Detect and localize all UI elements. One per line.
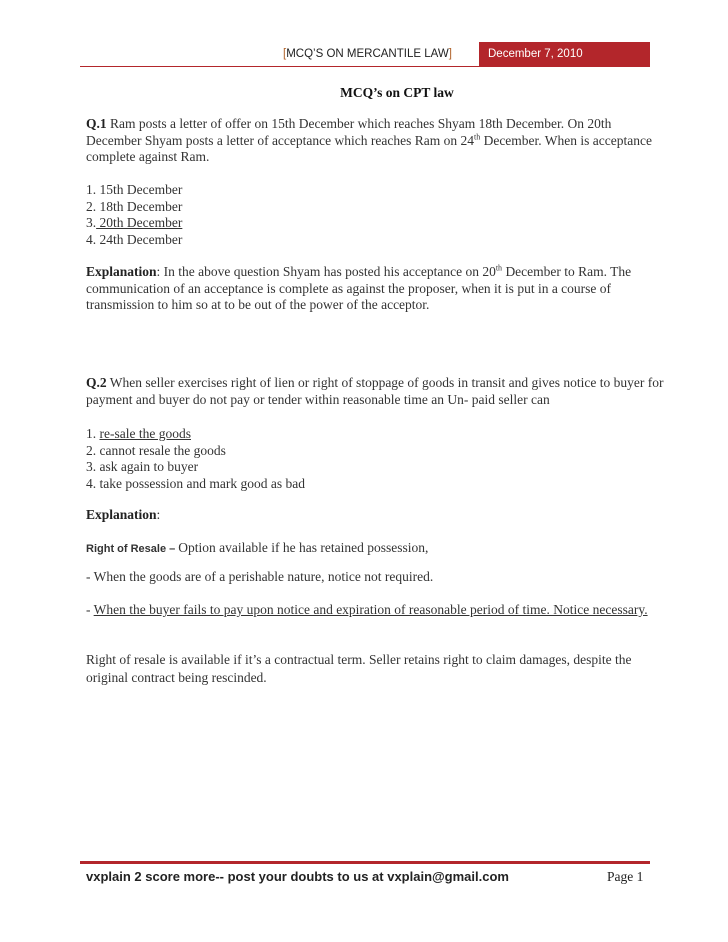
option: 4. take possession and mark good as bad — [86, 475, 305, 491]
point-notice: - When the buyer fails to pay upon notice and expiration of reasonable period of time. Notice necessary. — [86, 602, 648, 617]
footer-rule — [80, 861, 650, 864]
document-title: MCQ’s on CPT law — [340, 85, 454, 100]
question-1-explanation: Explanation: In the above question Shyam has posted his acceptance on 20th December to Ram. The communication of an acceptance is complete as against the proposer, when it is put in a course of transmission to him so at to be out of the power of the acceptor. — [86, 263, 632, 312]
header-rule — [80, 66, 650, 67]
option: 1. 15th December — [86, 182, 183, 197]
point-perishable: - When the goods are of a perishable nature, notice not required. — [86, 569, 434, 584]
footer-text: vxplain 2 score more-- post your doubts to us at vxplain@gmail.com — [86, 869, 509, 884]
option: 2. 18th December — [86, 198, 183, 214]
question-1-options — [86, 182, 666, 248]
question-1: Q.1 Ram posts a letter of offer on 15th December which reaches Shyam 18th December. On 20th December Shyam posts a letter of acceptance which reaches Ram on 24th December. When is acceptance complete against Ram. — [86, 116, 652, 164]
header-title: [MCQ’S ON MERCANTILE LAW] — [283, 48, 452, 60]
question-1-label: Q.1 — [86, 116, 107, 131]
question-2-label: Q.2 — [86, 375, 107, 390]
question-2-options — [86, 426, 666, 492]
header-date: December 7, 2010 — [479, 42, 650, 66]
option-correct: 3. 20th December — [86, 215, 183, 230]
resale-paragraph: Right of Resale – Option available if he has retained possession, — [86, 540, 429, 555]
option-correct: 1. re-sale the goods — [86, 426, 191, 441]
option: 4. 24th December — [86, 231, 183, 247]
closing-paragraph: Right of resale is available if it’s a contractual term. Seller retains right to claim damages, despite the original contract being rescinded. — [86, 652, 632, 685]
question-2-explanation-heading: Explanation: — [86, 507, 161, 522]
question-2: Q.2 When seller exercises right of lien or right of stoppage of goods in transit and gives notice to buyer for payment and buyer do not pay or tender within reasonable time an Un- paid seller can — [86, 375, 664, 407]
page-header — [80, 42, 650, 68]
option: 2. cannot resale the goods — [86, 442, 226, 458]
page-number: Page 1 — [607, 869, 644, 884]
option: 3. ask again to buyer — [86, 459, 199, 474]
